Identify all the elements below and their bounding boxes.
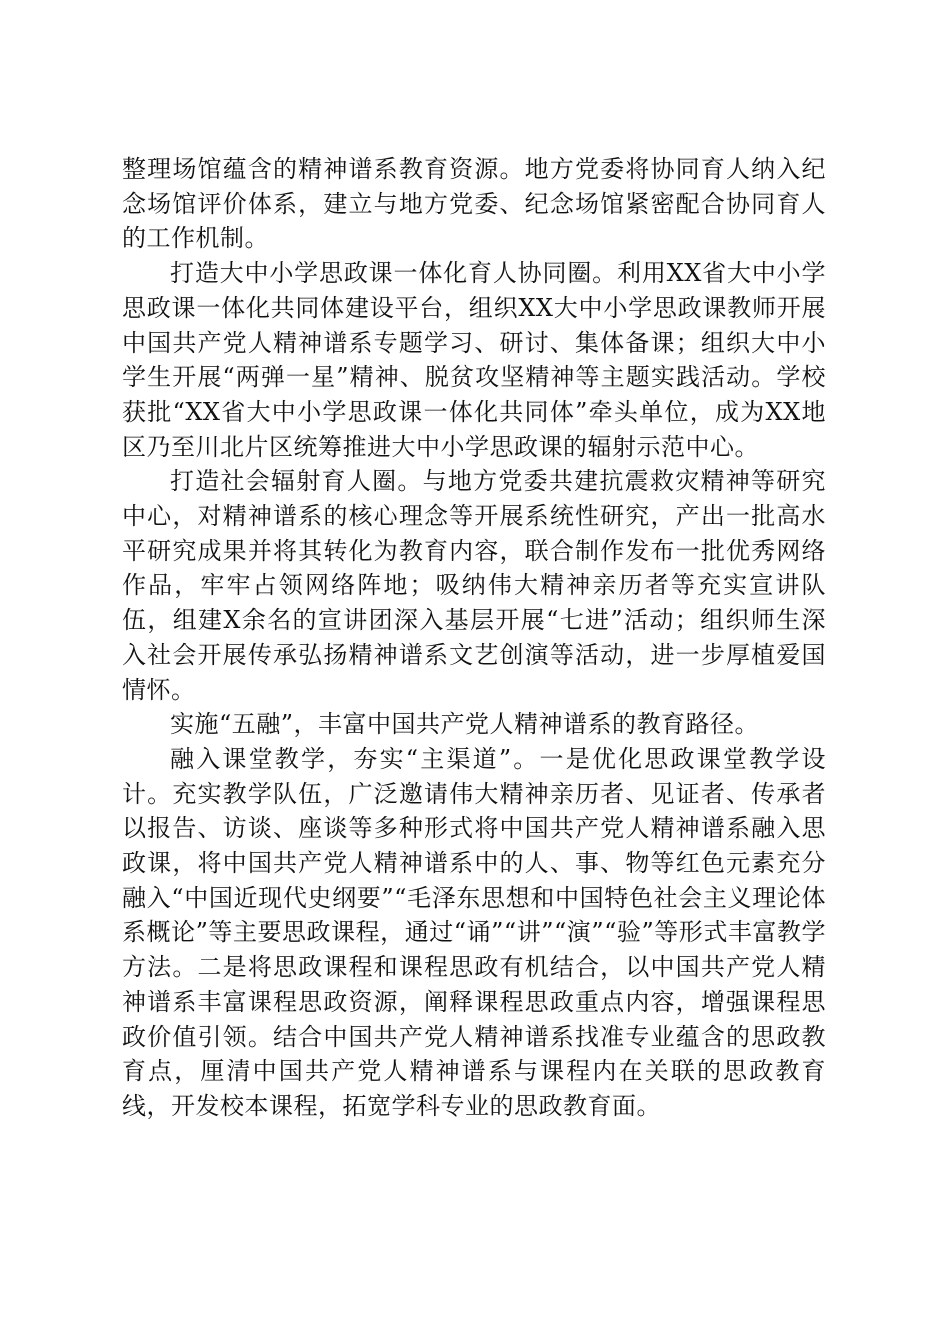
paragraph-social-circle: 打造社会辐射育人圈。与地方党委共建抗震救灾精神等研究中心，对精神谱系的核心理念等开展系统性研究，产出一批高水平研究成果并将其转化为教育内容，联合制作发布一批优秀网络作品，牢牢占领网络阵地；吸纳伟大精神亲历者等充实宣讲队伍，组建X余名的宣讲团深入基层开展“七进”活动；组织师生深入社会开展传承弘扬精神谱系文艺创演等活动，进一步厚植爱国情怀。 bbox=[122, 467, 826, 704]
paragraph-classroom-teaching: 融入课堂教学，夯实“主渠道”。一是优化思政课堂教学设计。充实教学队伍，广泛邀请伟大精神亲历者、见证者、传承者以报告、访谈、座谈等多种形式将中国共产党人精神谱系融入思政课，将中国共产党人精神谱系中的人、事、物等红色元素充分融入“中国近现代史纲要”“毛泽东思想和中国特色社会主义理论体系概论”等主要思政课程，通过“诵”“讲”“演”“验”等形式丰富教学方法。二是将思政课程和课程思政有机结合，以中国共产党人精神谱系丰富课程思政资源，阐释课程思政重点内容，增强课程思政价值引领。结合中国共产党人精神谱系找准专业蕴含的思政教育点，厘清中国共产党人精神谱系与课程内在关联的思政教育线，开发校本课程，拓宽学科专业的思政教育面。 bbox=[122, 744, 826, 1120]
paragraph-five-integrations: 实施“五融”，丰富中国共产党人精神谱系的教育路径。 bbox=[170, 710, 760, 739]
paragraph-coordination-circle: 打造大中小学思政课一体化育人协同圈。利用XX省大中小学思政课一体化共同体建设平台，组织XX大中小学思政课教师开展中国共产党人精神谱系专题学习、研讨、集体备课；组织大中小学生开展“两弹一星”精神、脱贫攻坚精神等主题实践活动。学校获批“XX省大中小学思政课一体化共同体”牵头单位，成为XX地区乃至川北片区统筹推进大中小学思政课的辐射示范中心。 bbox=[122, 259, 826, 461]
document-body bbox=[122, 152, 826, 1124]
paragraph-continuation: 整理场馆蕴含的精神谱系教育资源。地方党委将协同育人纳入纪念场馆评价体系，建立与地方党委、纪念场馆紧密配合协同育人的工作机制。 bbox=[122, 155, 826, 253]
